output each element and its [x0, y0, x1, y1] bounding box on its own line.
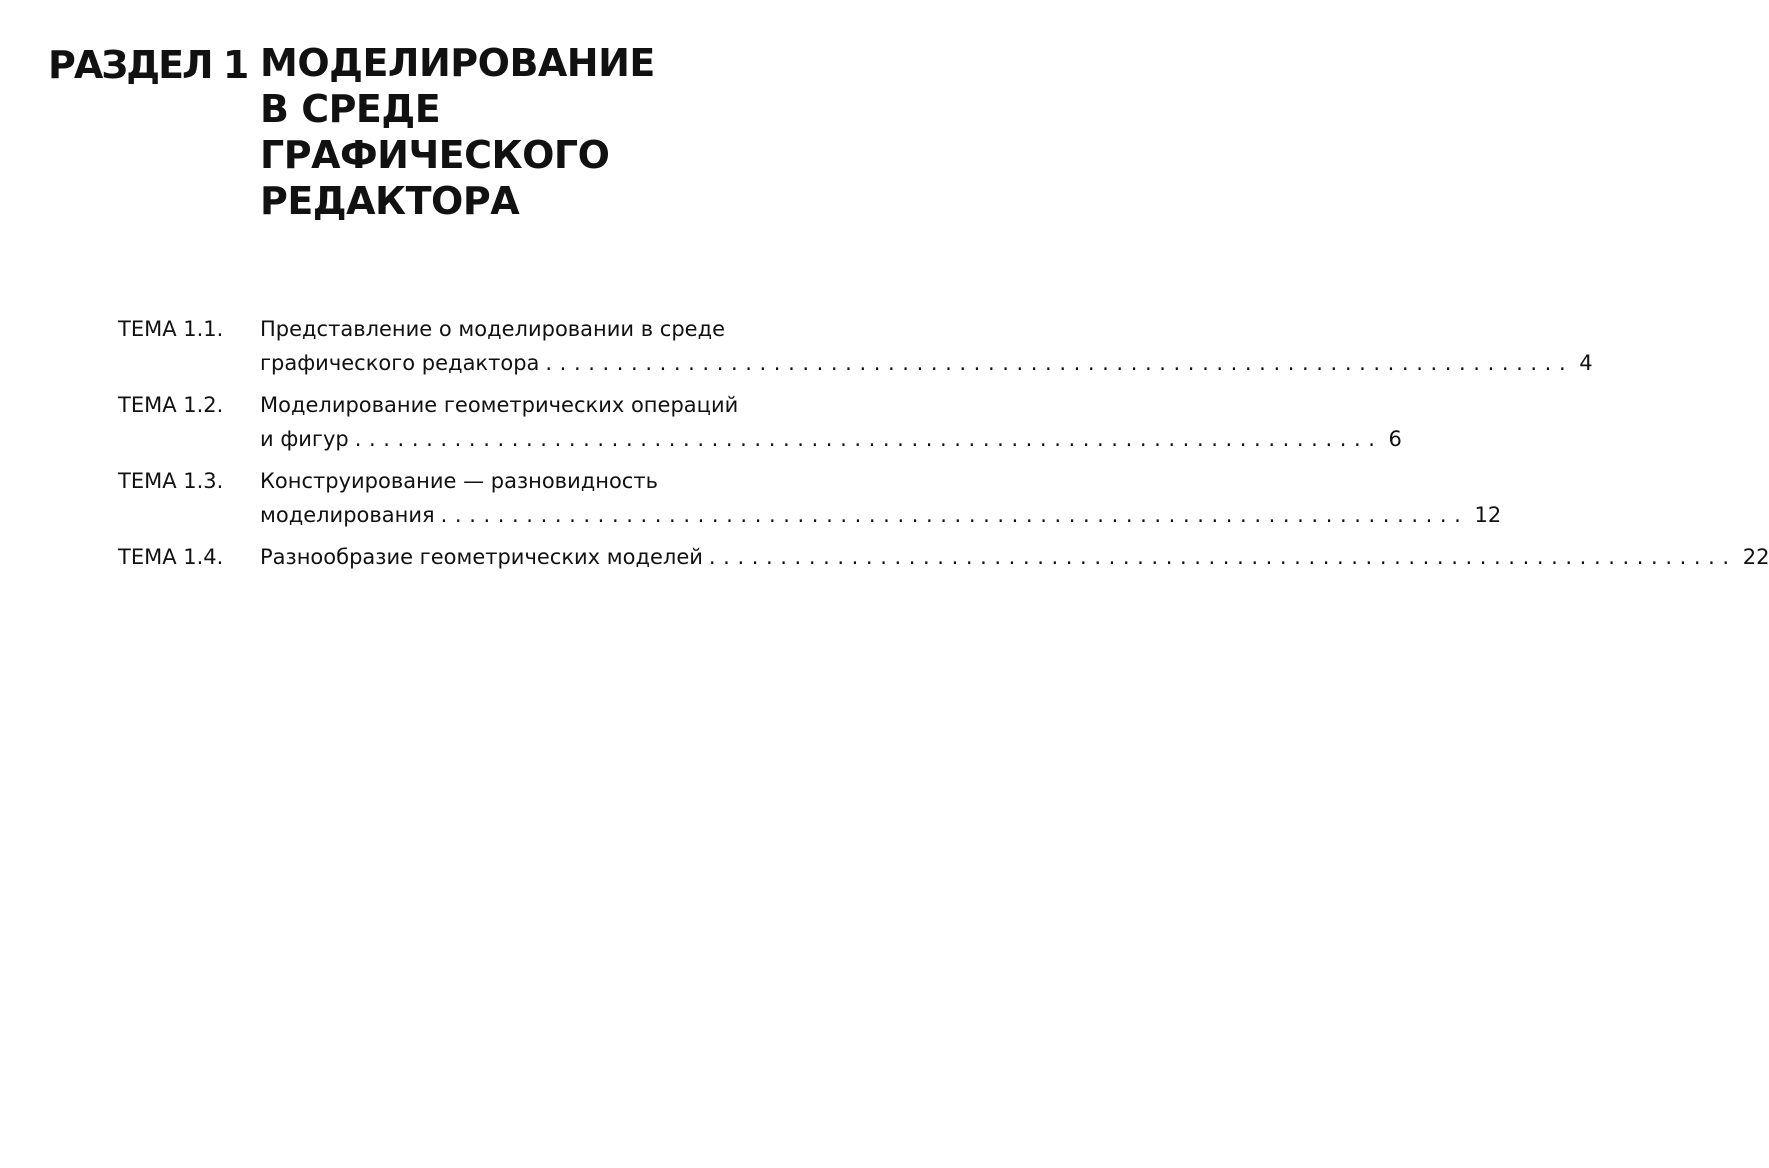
toc-entry-1-3[interactable] [118, 464, 1502, 532]
toc-entry-title-line1: Моделирование геометрических операций [260, 393, 739, 417]
section-title-line: В СРЕДЕ [260, 87, 441, 131]
dot-leader: ........................................................................ [708, 545, 1737, 569]
dot-leader: ........................................................................ [440, 503, 1469, 527]
dot-leader: ........................................................................ [354, 427, 1383, 451]
toc-entry-1-1[interactable] [118, 312, 1593, 380]
toc-entry-body [260, 312, 1593, 380]
toc-entry-1-4[interactable] [118, 540, 1769, 574]
toc-page-number: 6 [1388, 427, 1402, 451]
toc-entry-label: ТЕМА 1.4. [118, 545, 224, 569]
toc-entry-title-line1: Представление о моделировании в среде [260, 317, 726, 341]
dot-leader: ........................................................................ [545, 351, 1574, 375]
toc-entry-title-line1: Конструирование — разновидность [260, 469, 658, 493]
toc-page-number: 4 [1579, 351, 1593, 375]
toc-page-number: 22 [1742, 545, 1769, 569]
toc-entry-body [260, 540, 1769, 574]
toc-entry-title-text: моделирования [260, 503, 435, 527]
toc-entry-label: ТЕМА 1.1. [118, 317, 224, 341]
section-title-line: ГРАФИЧЕСКОГО [260, 133, 610, 177]
toc-entry-title-text: графического редактора [260, 351, 540, 375]
toc-entry-label: ТЕМА 1.2. [118, 393, 224, 417]
toc-entry-title-line2 [260, 540, 1769, 574]
toc-entry-title-text: и фигур [260, 427, 349, 451]
section-title-line: МОДЕЛИРОВАНИЕ [260, 41, 655, 85]
toc-entry-label: ТЕМА 1.3. [118, 469, 224, 493]
toc-entry-body [260, 464, 1502, 532]
toc-entry-title-text: Разнообразие геометрических моделей [260, 545, 703, 569]
toc-page-number: 12 [1474, 503, 1502, 527]
toc-entry-title-line2 [260, 498, 1502, 532]
section-title-line: РЕДАКТОРА [260, 179, 520, 223]
toc-entry-1-2[interactable] [118, 388, 1402, 456]
toc-entry-title-line2 [260, 346, 1593, 380]
table-of-contents [118, 312, 1769, 582]
toc-entry-body [260, 388, 1402, 456]
section-header [48, 40, 788, 230]
section-title [260, 40, 655, 224]
toc-entry-title-line2 [260, 422, 1402, 456]
section-label: РАЗДЕЛ 1 [48, 43, 248, 87]
